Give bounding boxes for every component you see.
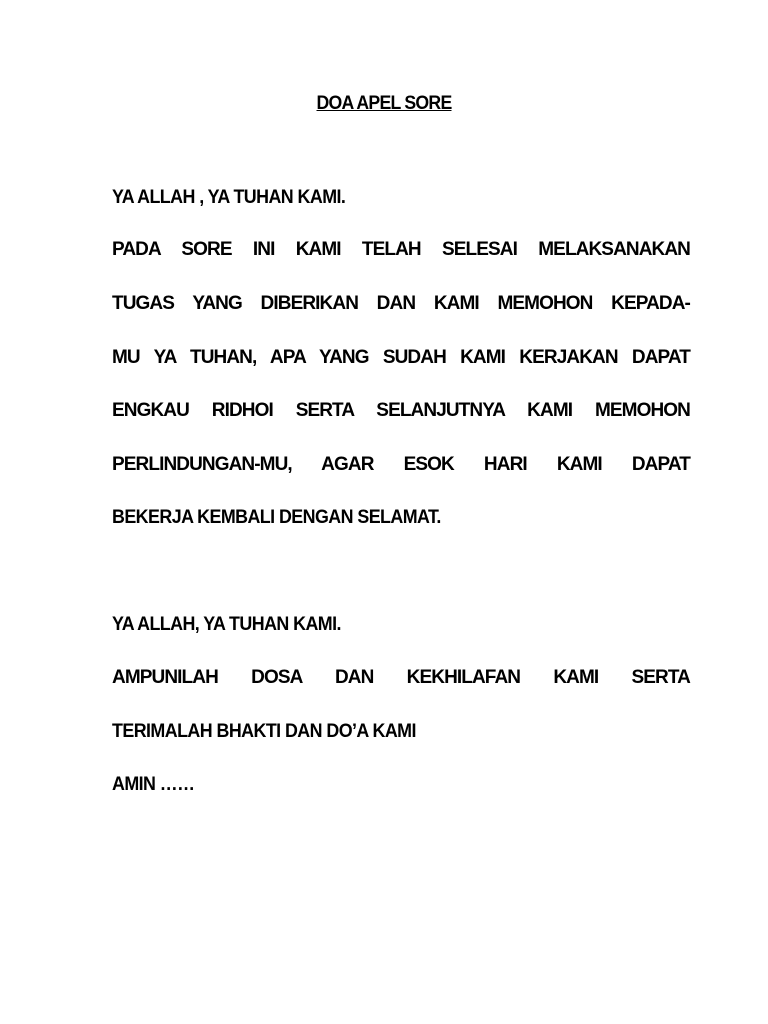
paragraph2-closing: AMIN …… — [112, 774, 195, 795]
paragraph1-opening: YA ALLAH , YA TUHAN KAMI. — [112, 187, 346, 208]
paragraph1-line-4: ENGKAU RIDHOI SERTA SELANJUTNYA KAMI MEMOHON — [112, 400, 690, 421]
paragraph2-line-1: AMPUNILAH DOSA DAN KEKHILAFAN KAMI SERTA — [112, 667, 690, 688]
paragraph1-line-6: BEKERJA KEMBALI DENGAN SELAMAT. — [112, 507, 441, 528]
document-title: DOA APEL SORE — [316, 93, 452, 114]
paragraph1-line-2: TUGAS YANG DIBERIKAN DAN KAMI MEMOHON KEPADA- — [112, 293, 690, 314]
paragraph2-line-2: TERIMALAH BHAKTI DAN DO’A KAMI — [112, 721, 416, 742]
paragraph1-line-1: PADA SORE INI KAMI TELAH SELESAI MELAKSANAKAN — [112, 239, 690, 260]
paragraph2-opening: YA ALLAH, YA TUHAN KAMI. — [112, 614, 341, 635]
paragraph1-line-5: PERLINDUNGAN-MU, AGAR ESOK HARI KAMI DAPAT — [112, 454, 690, 475]
paragraph1-line-3: MU YA TUHAN, APA YANG SUDAH KAMI KERJAKAN DAPAT — [112, 347, 690, 368]
